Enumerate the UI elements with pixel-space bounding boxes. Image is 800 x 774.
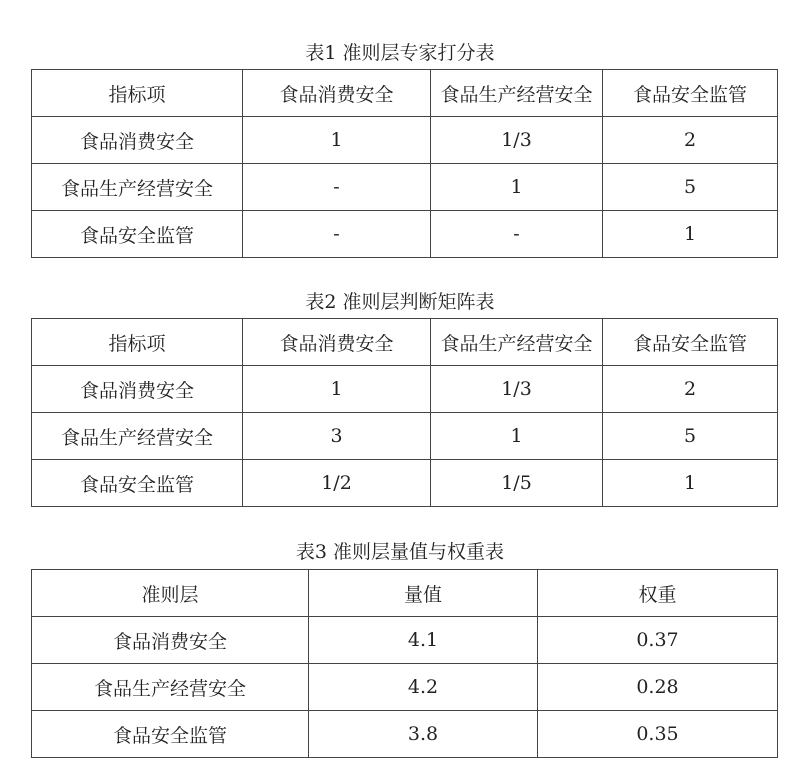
- expert-scoring-table: [31, 69, 778, 258]
- row-label: 食品消费安全: [32, 117, 243, 164]
- table-row: [32, 617, 778, 664]
- table-row: [32, 460, 778, 507]
- table-cell: 2: [603, 117, 778, 164]
- table1-caption: 表1 准则层专家打分表: [305, 42, 495, 64]
- header-cell: 食品消费安全: [243, 319, 431, 366]
- row-label: 食品消费安全: [32, 617, 309, 664]
- table-row: [32, 211, 778, 258]
- table-cell: 1: [243, 366, 431, 413]
- table-cell: 4.2: [309, 664, 538, 711]
- header-cell: 食品生产经营安全: [431, 319, 603, 366]
- header-cell: 指标项: [32, 70, 243, 117]
- table-cell: -: [431, 211, 603, 258]
- table-cell: 1: [431, 413, 603, 460]
- row-label: 食品消费安全: [32, 366, 243, 413]
- table-cell: 5: [603, 413, 778, 460]
- table2-caption: 表2 准则层判断矩阵表: [305, 291, 495, 313]
- judgment-matrix-table: [31, 318, 778, 507]
- table-row: [32, 366, 778, 413]
- header-cell: 食品安全监管: [603, 70, 778, 117]
- row-label: 食品安全监管: [32, 211, 243, 258]
- table-row: [32, 117, 778, 164]
- table-cell: 1: [603, 460, 778, 507]
- table3-caption: 表3 准则层量值与权重表: [295, 541, 505, 563]
- header-cell: 准则层: [32, 570, 309, 617]
- row-label: 食品安全监管: [32, 711, 309, 758]
- row-label: 食品生产经营安全: [32, 413, 243, 460]
- table-cell: 4.1: [309, 617, 538, 664]
- header-cell: 食品生产经营安全: [431, 70, 603, 117]
- table-cell: 5: [603, 164, 778, 211]
- table-cell: 1: [431, 164, 603, 211]
- table-cell: 1: [243, 117, 431, 164]
- header-cell: 量值: [309, 570, 538, 617]
- header-cell: 指标项: [32, 319, 243, 366]
- value-weight-table: [31, 569, 778, 758]
- table-cell: -: [243, 211, 431, 258]
- table-header-row: [32, 319, 778, 366]
- table-cell: 1: [603, 211, 778, 258]
- table-row: [32, 664, 778, 711]
- header-cell: 食品消费安全: [243, 70, 431, 117]
- header-cell: 食品安全监管: [603, 319, 778, 366]
- table-cell: 3.8: [309, 711, 538, 758]
- table-cell: 2: [603, 366, 778, 413]
- table-header-row: [32, 70, 778, 117]
- table-cell: 0.28: [538, 664, 778, 711]
- table-cell: 1/3: [431, 117, 603, 164]
- table-cell: 0.37: [538, 617, 778, 664]
- table-row: [32, 413, 778, 460]
- row-label: 食品安全监管: [32, 460, 243, 507]
- table-cell: -: [243, 164, 431, 211]
- table-cell: 0.35: [538, 711, 778, 758]
- header-cell: 权重: [538, 570, 778, 617]
- row-label: 食品生产经营安全: [32, 664, 309, 711]
- table-cell: 3: [243, 413, 431, 460]
- table-cell: 1/5: [431, 460, 603, 507]
- row-label: 食品生产经营安全: [32, 164, 243, 211]
- table-header-row: [32, 570, 778, 617]
- table-row: [32, 711, 778, 758]
- table-cell: 1/3: [431, 366, 603, 413]
- table-cell: 1/2: [243, 460, 431, 507]
- table-row: [32, 164, 778, 211]
